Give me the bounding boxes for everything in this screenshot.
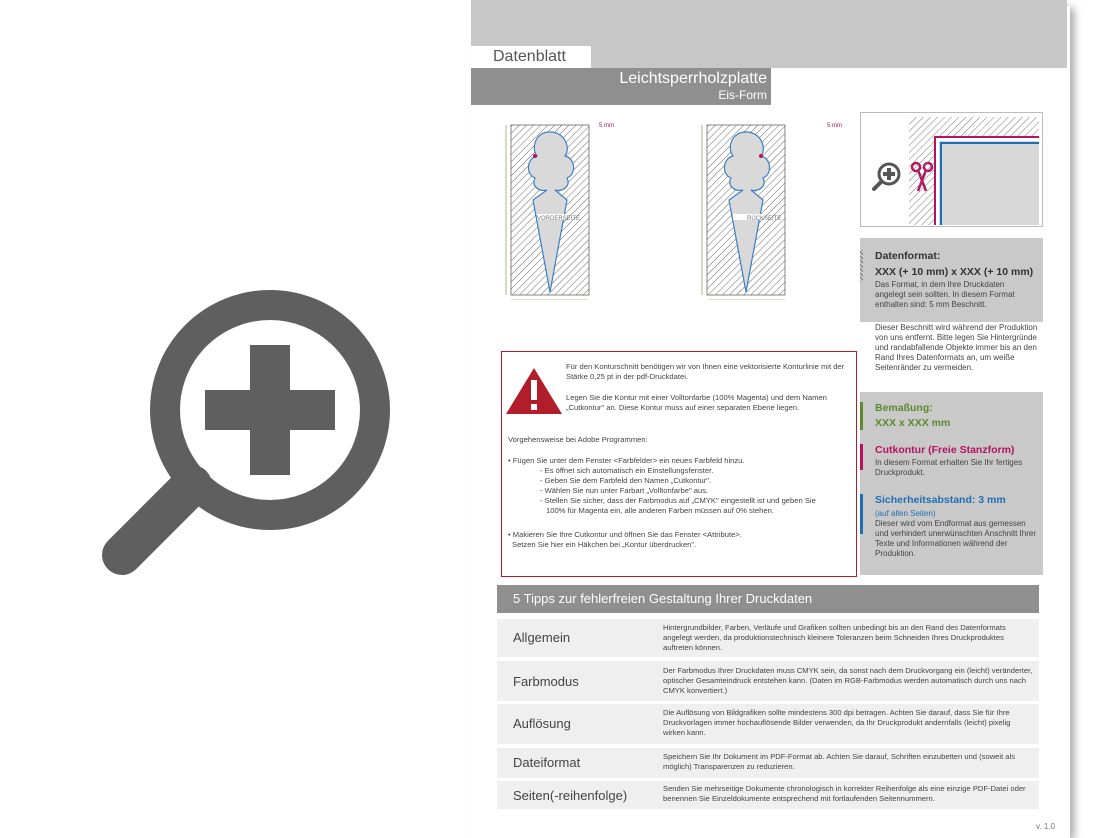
warning-box bbox=[501, 351, 857, 577]
warning-para2: Legen Sie die Kontur mit einer Volltonfarbe (100% Magenta) und dem Namen „Cutkontur" an. Diese Kontur muss auf einer separaten Ebene liegen. bbox=[566, 393, 827, 412]
back-diagram bbox=[699, 120, 789, 300]
tip-row bbox=[497, 704, 1039, 744]
back-bleed-label: 5 mm bbox=[827, 123, 842, 129]
zoom-in-icon[interactable] bbox=[871, 161, 903, 193]
procedure-sub2: - Geben Sie dem Farbfeld den Namen „Cutkontur". bbox=[540, 476, 712, 485]
tip-text: Senden Sie mehrseitige Dokumente chronologisch in korrekter Reihenfolge als eine einzige PDF-Datei oder benennen Sie Einzeldokumente entsprechend mit fortlaufenden Seitennummern. bbox=[663, 784, 1026, 803]
title-bar bbox=[471, 68, 771, 105]
format-marker bbox=[860, 250, 863, 282]
version-label: v. 1.0 bbox=[1036, 822, 1055, 831]
tip-text: Speichern Sie Ihr Dokument im PDF-Format ab. Achten Sie darauf, Schriften einzubetten und (soweit als möglich) Transparenzen zu reduzieren. bbox=[663, 752, 1016, 771]
warning-para1: Für den Konturschnitt benötigen wir von Ihnen eine vektorisierte Konturlinie mit der Stärke 0,25 pt in der pdf-Druckdatei. bbox=[566, 362, 845, 381]
bleed-block bbox=[860, 322, 1043, 392]
cut-text: In diesem Format erhalten Sie Ihr fertiges Druckprodukt. bbox=[875, 458, 1023, 477]
measure-value: XXX x XXX mm bbox=[875, 417, 951, 429]
datasheet-page bbox=[471, 0, 1067, 838]
format-title: Datenformat: bbox=[875, 250, 941, 262]
tip-text: Hintergrundbilder, Farben, Verläufe und Grafiken sollten unbedingt bis an den Rand des Datenformats angelegt werden, da produktionstechnisch kleinere Toleranzen beim Schneiden Ihres Druckproduktes auftreten können. bbox=[663, 623, 1006, 652]
format-info-panel bbox=[860, 238, 1043, 575]
measure-title: Bemaßung: bbox=[875, 402, 933, 414]
tip-text: Der Farbmodus Ihrer Druckdaten muss CMYK sein, da sonst nach dem Druckvorgang ein (leicht) veränderter, optischer Gesamteindruck entstehen kann. (Daten im RGB-Farbmodus werden automatisch durch uns nach CMYK konvertiert.) bbox=[663, 666, 1033, 695]
safety-text: Dieser wird vom Endformat aus gemessen und verhindert unerwünschten Anschnitt Ihrer Texte und Informationen während der Produktion. bbox=[875, 519, 1036, 558]
tips-title: 5 Tipps zur fehlerfreien Gestaltung Ihrer Druckdaten bbox=[497, 585, 1039, 613]
datasheet-tab: Datenblatt bbox=[471, 46, 591, 68]
bleed-text: Dieser Beschnitt wird während der Produktion von uns entfernt. Bitte legen Sie Hintergründe und randabfallende Objekte immer bis an den Rand Ihres Datenformats an, um weiße Seitenränder zu vermeiden. bbox=[875, 323, 1038, 372]
front-diagram bbox=[503, 120, 593, 300]
format-block bbox=[860, 250, 1043, 314]
format-text: Das Format, in dem Ihre Druckdaten angelegt sein sollten. In diesem Format enthalten sind: 5 mm Beschnitt. bbox=[875, 280, 1015, 309]
tip-row bbox=[497, 748, 1039, 778]
procedure-title: Vorgehensweise bei Adobe Programmen: bbox=[508, 435, 648, 444]
product-subtitle: Eis-Form bbox=[718, 88, 767, 102]
tip-label: Seiten(-reihenfolge) bbox=[513, 788, 628, 803]
procedure-step2b: Setzen Sie hier ein Häkchen bei „Kontur überdrucken". bbox=[512, 540, 697, 549]
cut-marker bbox=[860, 444, 863, 470]
front-bleed-label: 5 mm bbox=[599, 123, 614, 129]
back-label: RÜCKSEITE bbox=[747, 216, 782, 222]
procedure-sub3: - Wählen Sie nun unter Farbart „Volltonfarbe" aus. bbox=[540, 486, 709, 495]
cut-title: Cutkontur (Freie Stanzform) bbox=[875, 444, 1015, 456]
procedure-sub1: - Es öffnet sich automatisch ein Einstellungsfenster. bbox=[540, 466, 714, 475]
tip-label: Auflösung bbox=[513, 716, 571, 731]
safety-title: Sicherheitsabstand: 3 mm bbox=[875, 494, 1006, 506]
measure-block bbox=[860, 402, 1043, 430]
safety-block bbox=[860, 494, 1043, 564]
tip-row bbox=[497, 781, 1039, 809]
zoom-in-icon[interactable] bbox=[100, 280, 400, 610]
procedure-sub4b: 100% für Magenta ein, alle anderen Farben müssen auf 0% stehen. bbox=[546, 506, 774, 515]
front-label: VORDERSEITE bbox=[537, 216, 581, 222]
tip-text: Die Auflösung von Bildgrafiken sollte mindestens 300 dpi betragen. Achten Sie darauf, dass Sie für Ihre Druckvorlagen immer hochauflösende Bilder verwenden, da Ihr Druckprodukt andernfalls (leicht) pixelig wirken kann. bbox=[663, 708, 1011, 737]
product-title: Leichtsperrholzplatte bbox=[619, 70, 767, 87]
tip-row bbox=[497, 619, 1039, 657]
detail-zoom-box bbox=[860, 112, 1043, 227]
tip-label: Dateiformat bbox=[513, 755, 581, 770]
warning-icon bbox=[504, 366, 564, 416]
tip-label: Farbmodus bbox=[513, 674, 579, 689]
cut-block bbox=[860, 444, 1043, 484]
format-value: XXX (+ 10 mm) x XXX (+ 10 mm) bbox=[875, 266, 1034, 278]
corner-detail bbox=[909, 117, 1039, 225]
tip-row bbox=[497, 661, 1039, 701]
tip-label: Allgemein bbox=[513, 630, 571, 645]
measure-marker bbox=[860, 402, 863, 430]
safety-sub: (auf allen Seiten) bbox=[875, 509, 936, 518]
procedure-step1: • Fügen Sie unter dem Fenster <Farbfelder> ein neues Farbfeld hinzu. bbox=[508, 456, 745, 465]
safety-marker bbox=[860, 494, 863, 534]
procedure-step2: • Makieren Sie Ihre Cutkontur und öffnen Sie das Fenster <Attribute>. bbox=[508, 530, 742, 539]
procedure-sub4: - Stellen Sie sicher, dass der Farbmodus auf „CMYK" eingestellt ist und geben Sie bbox=[540, 496, 816, 505]
